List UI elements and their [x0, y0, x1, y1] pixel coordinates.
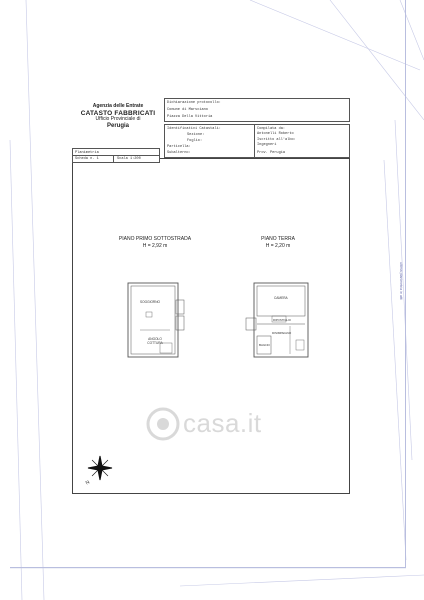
basement-height: H = 2,92 m: [142, 242, 168, 249]
subunit-label: Subalterno:: [167, 151, 191, 155]
ground-height: H = 2,20 m: [265, 242, 291, 249]
room-kitchenette: ANGOLO COTTURA: [147, 337, 163, 345]
ground-title: PIANO TERRA: [261, 236, 295, 242]
room-bathroom: BAGNO: [259, 343, 270, 347]
sheet-label: Foglio:: [187, 139, 203, 143]
basement-plan: [128, 283, 184, 357]
sheet-number: Scheda n. 1: [75, 157, 99, 162]
agency-name: Agenzia delle Entrate: [92, 103, 144, 109]
scale-label: Scala 1:200: [117, 157, 141, 162]
province: Prov. Perugia: [257, 151, 286, 155]
declaration-label: Dichiarazione protocollo:: [167, 101, 221, 105]
section-label: Sezione:: [187, 133, 205, 137]
registry-name: CATASTO FABBRICATI: [80, 109, 156, 117]
register-label: Iscritto all'albo:: [257, 138, 296, 142]
watermark-text: casa.it: [183, 408, 262, 438]
side-note: ultima planimetria in atti: [399, 262, 403, 300]
room-hallway: DISIMPEGNO: [272, 331, 292, 335]
compass-rose: [88, 456, 112, 480]
room-bedroom: CAMERA: [274, 296, 288, 300]
office-city: Perugia: [106, 122, 129, 129]
compass-north-label: N: [84, 479, 91, 487]
room-storage: RIPOSTIGLIO: [273, 318, 291, 322]
watermark-logo-icon: [145, 406, 181, 442]
watermark: [145, 406, 285, 442]
compiled-by-label: Compilata da:: [257, 127, 286, 131]
identifiers-label: Identificativi Catastali:: [167, 127, 221, 131]
basement-title: PIANO PRIMO SOTTOSTRADA: [118, 236, 192, 242]
office-label: Ufficio Provinciale di: [95, 116, 141, 123]
room-living: SOGGIORNO: [140, 300, 161, 304]
parcel-label: Particella:: [167, 145, 191, 149]
address: Piazza Della Vittoria: [167, 115, 213, 119]
register-name: Ingegneri: [257, 143, 277, 147]
municipality: Comune di Marsciano: [167, 108, 208, 112]
compiler-name: Antonelli Roberto: [257, 132, 294, 136]
plan-label: Planimetria: [75, 150, 99, 155]
